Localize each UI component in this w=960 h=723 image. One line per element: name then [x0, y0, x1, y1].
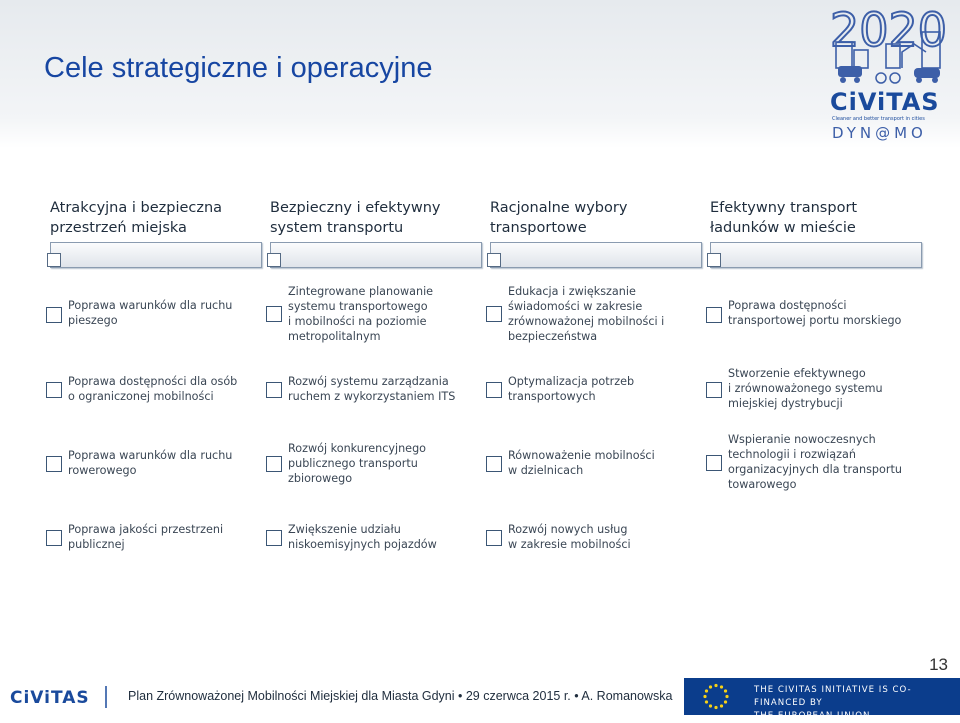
eu-star-icon	[724, 700, 727, 703]
checkbox-icon	[46, 307, 62, 323]
checkbox-icon	[486, 530, 502, 546]
eu-cofinancing-banner	[684, 678, 960, 721]
checkbox-icon	[707, 253, 721, 267]
svg-text:DYN@MO: DYN@MO	[832, 124, 927, 142]
column-header-bar	[490, 242, 702, 268]
eu-notice-text: THE CIVITAS INITIATIVE IS CO-FINANCED BY THE EUROPEAN UNION	[754, 685, 912, 721]
checkbox-icon	[486, 456, 502, 472]
checkbox-icon	[706, 307, 722, 323]
column-rational-choices	[490, 198, 702, 242]
checkbox-icon	[47, 253, 61, 267]
civitas-footer-logo	[0, 678, 120, 715]
column-header-bar	[710, 242, 922, 268]
footer-text: Plan Zrównoważonej Mobilności Miejskiej dla Miasta Gdyni • 29 czerwca 2015 r. • A. Romanowska	[128, 689, 673, 703]
checkbox-icon	[267, 253, 281, 267]
column-title: Racjonalne wybory transportowe	[490, 200, 628, 236]
column-header-bar	[50, 242, 262, 268]
page-title: Cele strategiczne i operacyjne	[44, 52, 433, 84]
checkbox-icon	[46, 382, 62, 398]
checkbox-icon	[486, 382, 502, 398]
column-freight-transport	[710, 198, 922, 242]
eu-star-icon	[703, 695, 706, 698]
eu-star-icon	[724, 689, 727, 692]
svg-text:2020: 2020	[830, 3, 948, 57]
column-header-bar	[270, 242, 482, 268]
eu-star-icon	[720, 685, 723, 688]
checkbox-icon	[46, 530, 62, 546]
checkbox-icon	[266, 530, 282, 546]
eu-star-icon	[705, 700, 708, 703]
checkbox-icon	[266, 456, 282, 472]
page-number: 13	[929, 655, 948, 674]
column-attractive-space	[50, 198, 262, 242]
checkbox-icon	[706, 455, 722, 471]
checkbox-icon	[266, 306, 282, 322]
eu-flag-icon	[694, 680, 738, 713]
eu-star-icon	[720, 704, 723, 707]
eu-star-icon	[705, 689, 708, 692]
footer	[0, 678, 960, 721]
column-title: Bezpieczny i efektywny system transportu	[270, 200, 441, 236]
column-safe-transport	[270, 198, 482, 242]
eu-star-icon	[714, 706, 717, 709]
svg-text:CiViTAS: CiViTAS	[830, 88, 940, 116]
eu-star-icon	[725, 695, 728, 698]
svg-text:Cleaner and better transport i: Cleaner and better transport in cities	[832, 116, 925, 122]
eu-star-icon	[714, 684, 717, 687]
checkbox-icon	[706, 382, 722, 398]
civitas-dynamo-logo	[826, 2, 956, 142]
column-title: Efektywny transport ładunków w mieście	[710, 200, 858, 236]
checkbox-icon	[486, 306, 502, 322]
column-title: Atrakcyjna i bezpieczna przestrzeń miejska	[50, 200, 223, 236]
checkbox-icon	[487, 253, 501, 267]
eu-star-icon	[709, 685, 712, 688]
svg-text:CiViTAS: CiViTAS	[10, 688, 90, 708]
checkbox-icon	[46, 456, 62, 472]
checkbox-icon	[266, 382, 282, 398]
eu-star-icon	[709, 704, 712, 707]
